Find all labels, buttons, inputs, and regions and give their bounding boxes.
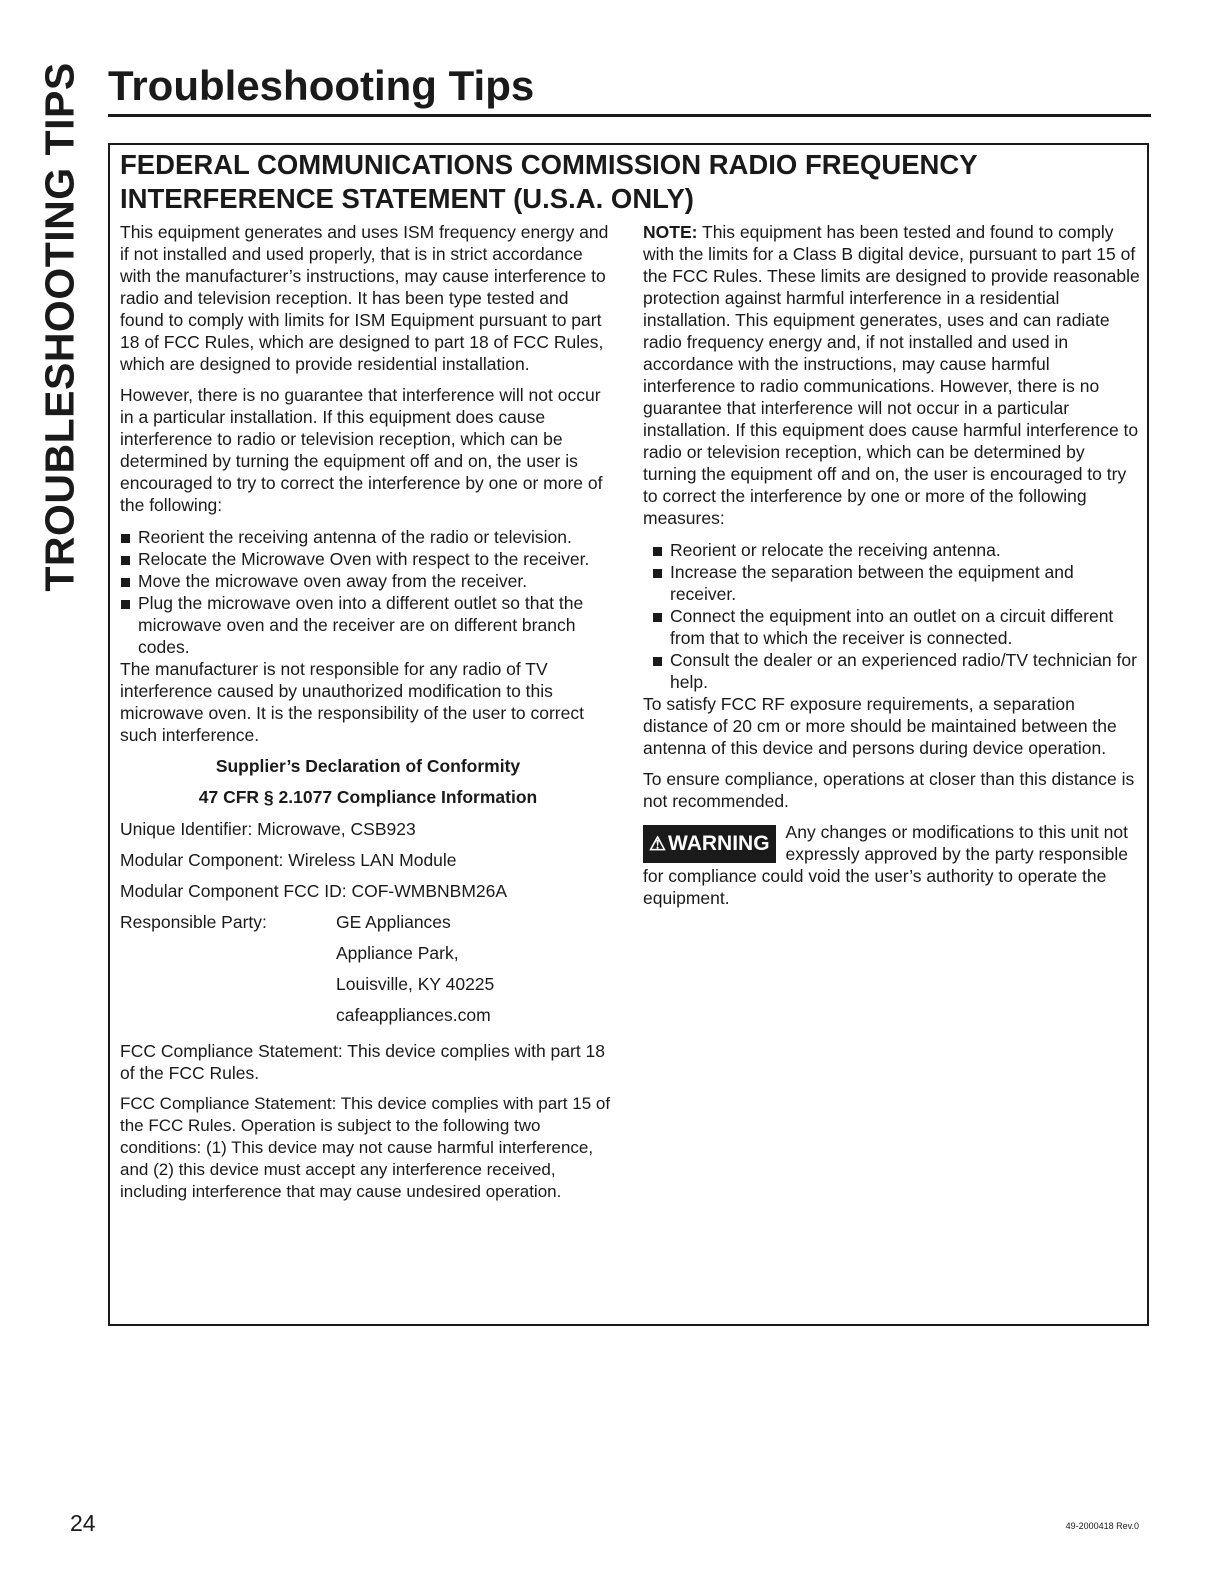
right-column [643, 221, 1141, 909]
warning-text: Any changes or modifications to this unit not expressly approved by the party responsible for compliance could void the user’s authority to operate the equipment. [643, 822, 1128, 908]
page-title: Troubleshooting Tips [108, 62, 535, 109]
address-line2: Louisville, KY 40225 [336, 974, 495, 994]
list-item: Relocate the Microwave Oven with respect to the receiver. [120, 548, 616, 570]
guarantee-paragraph: However, there is no guarantee that interference will not occur in a particular installation. If this equipment does cause interference to radio or television reception, which can be determined by turning the equipment off and on, the user is encouraged to try to correct the interference by one or more of the following: [120, 385, 603, 515]
right-bullet-list [652, 539, 1141, 693]
list-item: Reorient or relocate the receiving antenna. [652, 539, 1141, 561]
page-number: 24 [70, 1510, 96, 1536]
left-bullet-list [120, 526, 616, 658]
rf-exposure-paragraph: To satisfy FCC RF exposure requirements, a separation distance of 20 cm or more should be maintained between the antenna of this device and persons during device operation. [643, 694, 1117, 758]
note-paragraph [643, 221, 1141, 529]
box-heading [120, 148, 1140, 216]
list-item: Increase the separation between the equipment and receiver. [652, 561, 1141, 605]
responsible-party-name: GE Appliances [336, 912, 451, 932]
sdoc-title [120, 755, 616, 808]
part15-statement: FCC Compliance Statement: This device complies with part 15 of the FCC Rules. Operation is subject to the following two conditions: (1) This device may not cause harmful interference, and (2) this device must accept any interference received, including interference that may cause undesired operation. [120, 1094, 611, 1201]
side-tab-label: TROUBLESHOOTING TIPS [36, 62, 83, 592]
unique-identifier: Unique Identifier: Microwave, CSB923 [120, 819, 416, 839]
note-text: This equipment has been tested and found to comply with the limits for a Class B digital device, pursuant to part 15 of the FCC Rules. These limits are designed to provide reasonable protection against harmful interference in a residential installation. This equipment generates, uses and can radiate radio frequency energy and, if not installed and used in accordance with the instructions, may cause harmful interference to radio communications. However, there is no guarantee that interference will not occur in a particular installation. If this equipment does cause harmful interference to radio or television reception, which can be determined by turning the equipment off and on, the user is encouraged to try to correct the interference by one or more of the following measures: [643, 222, 1140, 528]
website: cafeappliances.com [336, 1005, 491, 1025]
modular-fcc-id: Modular Component FCC ID: COF-WMBNBM26A [120, 881, 508, 901]
warning-label: WARNING [668, 832, 770, 855]
compliance-paragraph: To ensure compliance, operations at closer than this distance is not recommended. [643, 769, 1135, 811]
warning-block [643, 821, 1141, 909]
ism-paragraph: This equipment generates and uses ISM frequency energy and if not installed and used properly, that is in strict accordance with the manufacturer’s instructions, may cause interference to radio and television reception. It has been type tested and found to comply with limits for ISM Equipment pursuant to part 18 of FCC Rules, which are designed to part 18 of FCC Rules, which are designed to provide residential installation. [120, 222, 609, 374]
list-item: Consult the dealer or an experienced radio/TV technician for help. [652, 649, 1141, 693]
list-item: Reorient the receiving antenna of the radio or television. [120, 526, 616, 548]
list-item: Move the microwave oven away from the receiver. [120, 570, 616, 592]
modular-component: Modular Component: Wireless LAN Module [120, 850, 457, 870]
list-item: Plug the microwave oven into a different outlet so that the microwave oven and the receiver are on different branch codes. [120, 592, 616, 658]
list-item: Connect the equipment into an outlet on a circuit different from that to which the receiver is connected. [652, 605, 1141, 649]
warning-badge [643, 825, 776, 863]
box-heading-line2: INTERFERENCE STATEMENT (U.S.A. ONLY) [120, 183, 694, 214]
part18-statement: FCC Compliance Statement: This device complies with part 18 of the FCC Rules. [120, 1041, 606, 1083]
warning-triangle-icon: ⚠ [649, 834, 667, 855]
responsible-party [120, 911, 616, 1026]
box-heading-line1: FEDERAL COMMUNICATIONS COMMISSION RADIO FREQUENCY [120, 149, 978, 180]
side-tab [36, 62, 84, 592]
left-column [120, 221, 616, 1212]
sdoc-title-line2: 47 CFR § 2.1077 Compliance Information [198, 787, 538, 807]
sdoc-title-line1: Supplier’s Declaration of Conformity [215, 756, 521, 776]
manufacturer-paragraph: The manufacturer is not responsible for any radio of TV interference caused by unauthorized modification to this microwave oven. It is the responsibility of the user to correct such interference. [120, 659, 584, 745]
title-rule [108, 114, 1151, 117]
responsible-party-label: Responsible Party: [120, 912, 267, 932]
note-label: NOTE: [643, 222, 698, 242]
address-line1: Appliance Park, [336, 943, 459, 963]
document-id: 49-2000418 Rev.0 [1065, 1521, 1139, 1531]
